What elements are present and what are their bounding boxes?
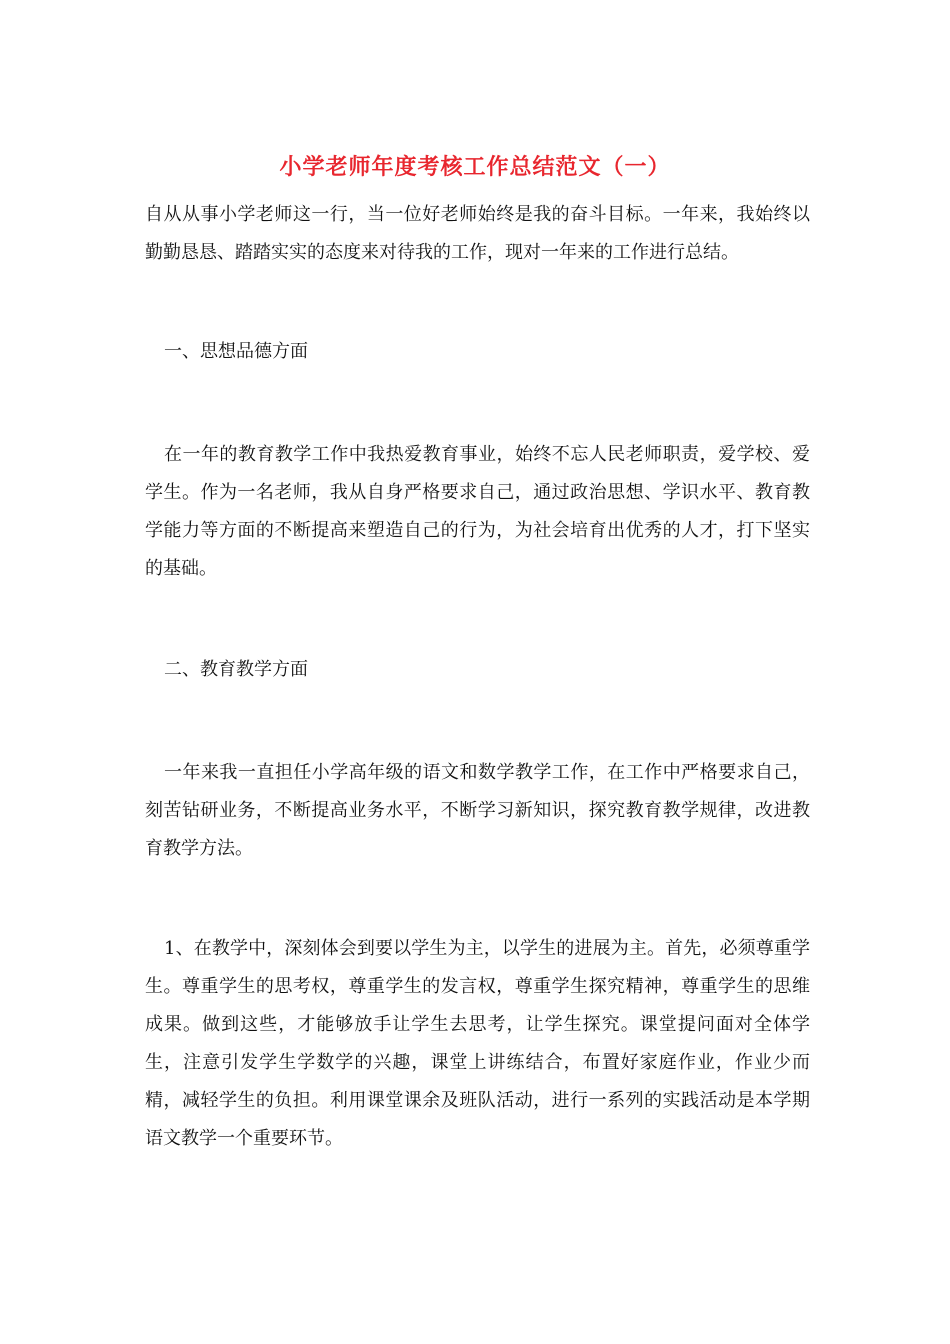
- section-body-moral: 在一年的教育教学工作中我热爱教育事业，始终不忘人民老师职责，爱学校、爱学生。作为一名老师，我从自身严格要求自己，通过政治思想、学识水平、教育教学能力等方面的不断提高来塑造自己的行为，为社会培育出优秀的人才，打下坚实的基础。: [145, 444, 810, 579]
- document-title: 小学老师年度考核工作总结范文（一）: [279, 154, 671, 180]
- section-body-teaching: 一年来我一直担任小学高年级的语文和数学教学工作，在工作中严格要求自己，刻苦钻研业务，不断提高业务水平，不断学习新知识，探究教育教学规律，改进教育教学方法。: [145, 762, 810, 859]
- section-heading-teaching: 二、教育教学方面: [164, 659, 308, 680]
- list-item-teaching-1: 1、在教学中，深刻体会到要以学生为主，以学生的进展为主。首先，必须尊重学生。尊重学生的思考权，尊重学生的发言权，尊重学生探究精神，尊重学生的思维成果。做到这些，才能够放手让学生去思考，让学生探究。课堂提问面对全体学生，注意引发学生学数学的兴趣，课堂上讲练结合，布置好家庭作业，作业少而精，减轻学生的负担。利用课堂课余及班队活动，进行一系列的实践活动是本学期语文教学一个重要环节。: [145, 938, 810, 1149]
- section-heading-moral: 一、思想品德方面: [164, 341, 308, 362]
- intro-paragraph: 自从从事小学老师这一行，当一位好老师始终是我的奋斗目标。一年来，我始终以勤勤恳恳、踏踏实实的态度来对待我的工作，现对一年来的工作进行总结。: [145, 204, 810, 263]
